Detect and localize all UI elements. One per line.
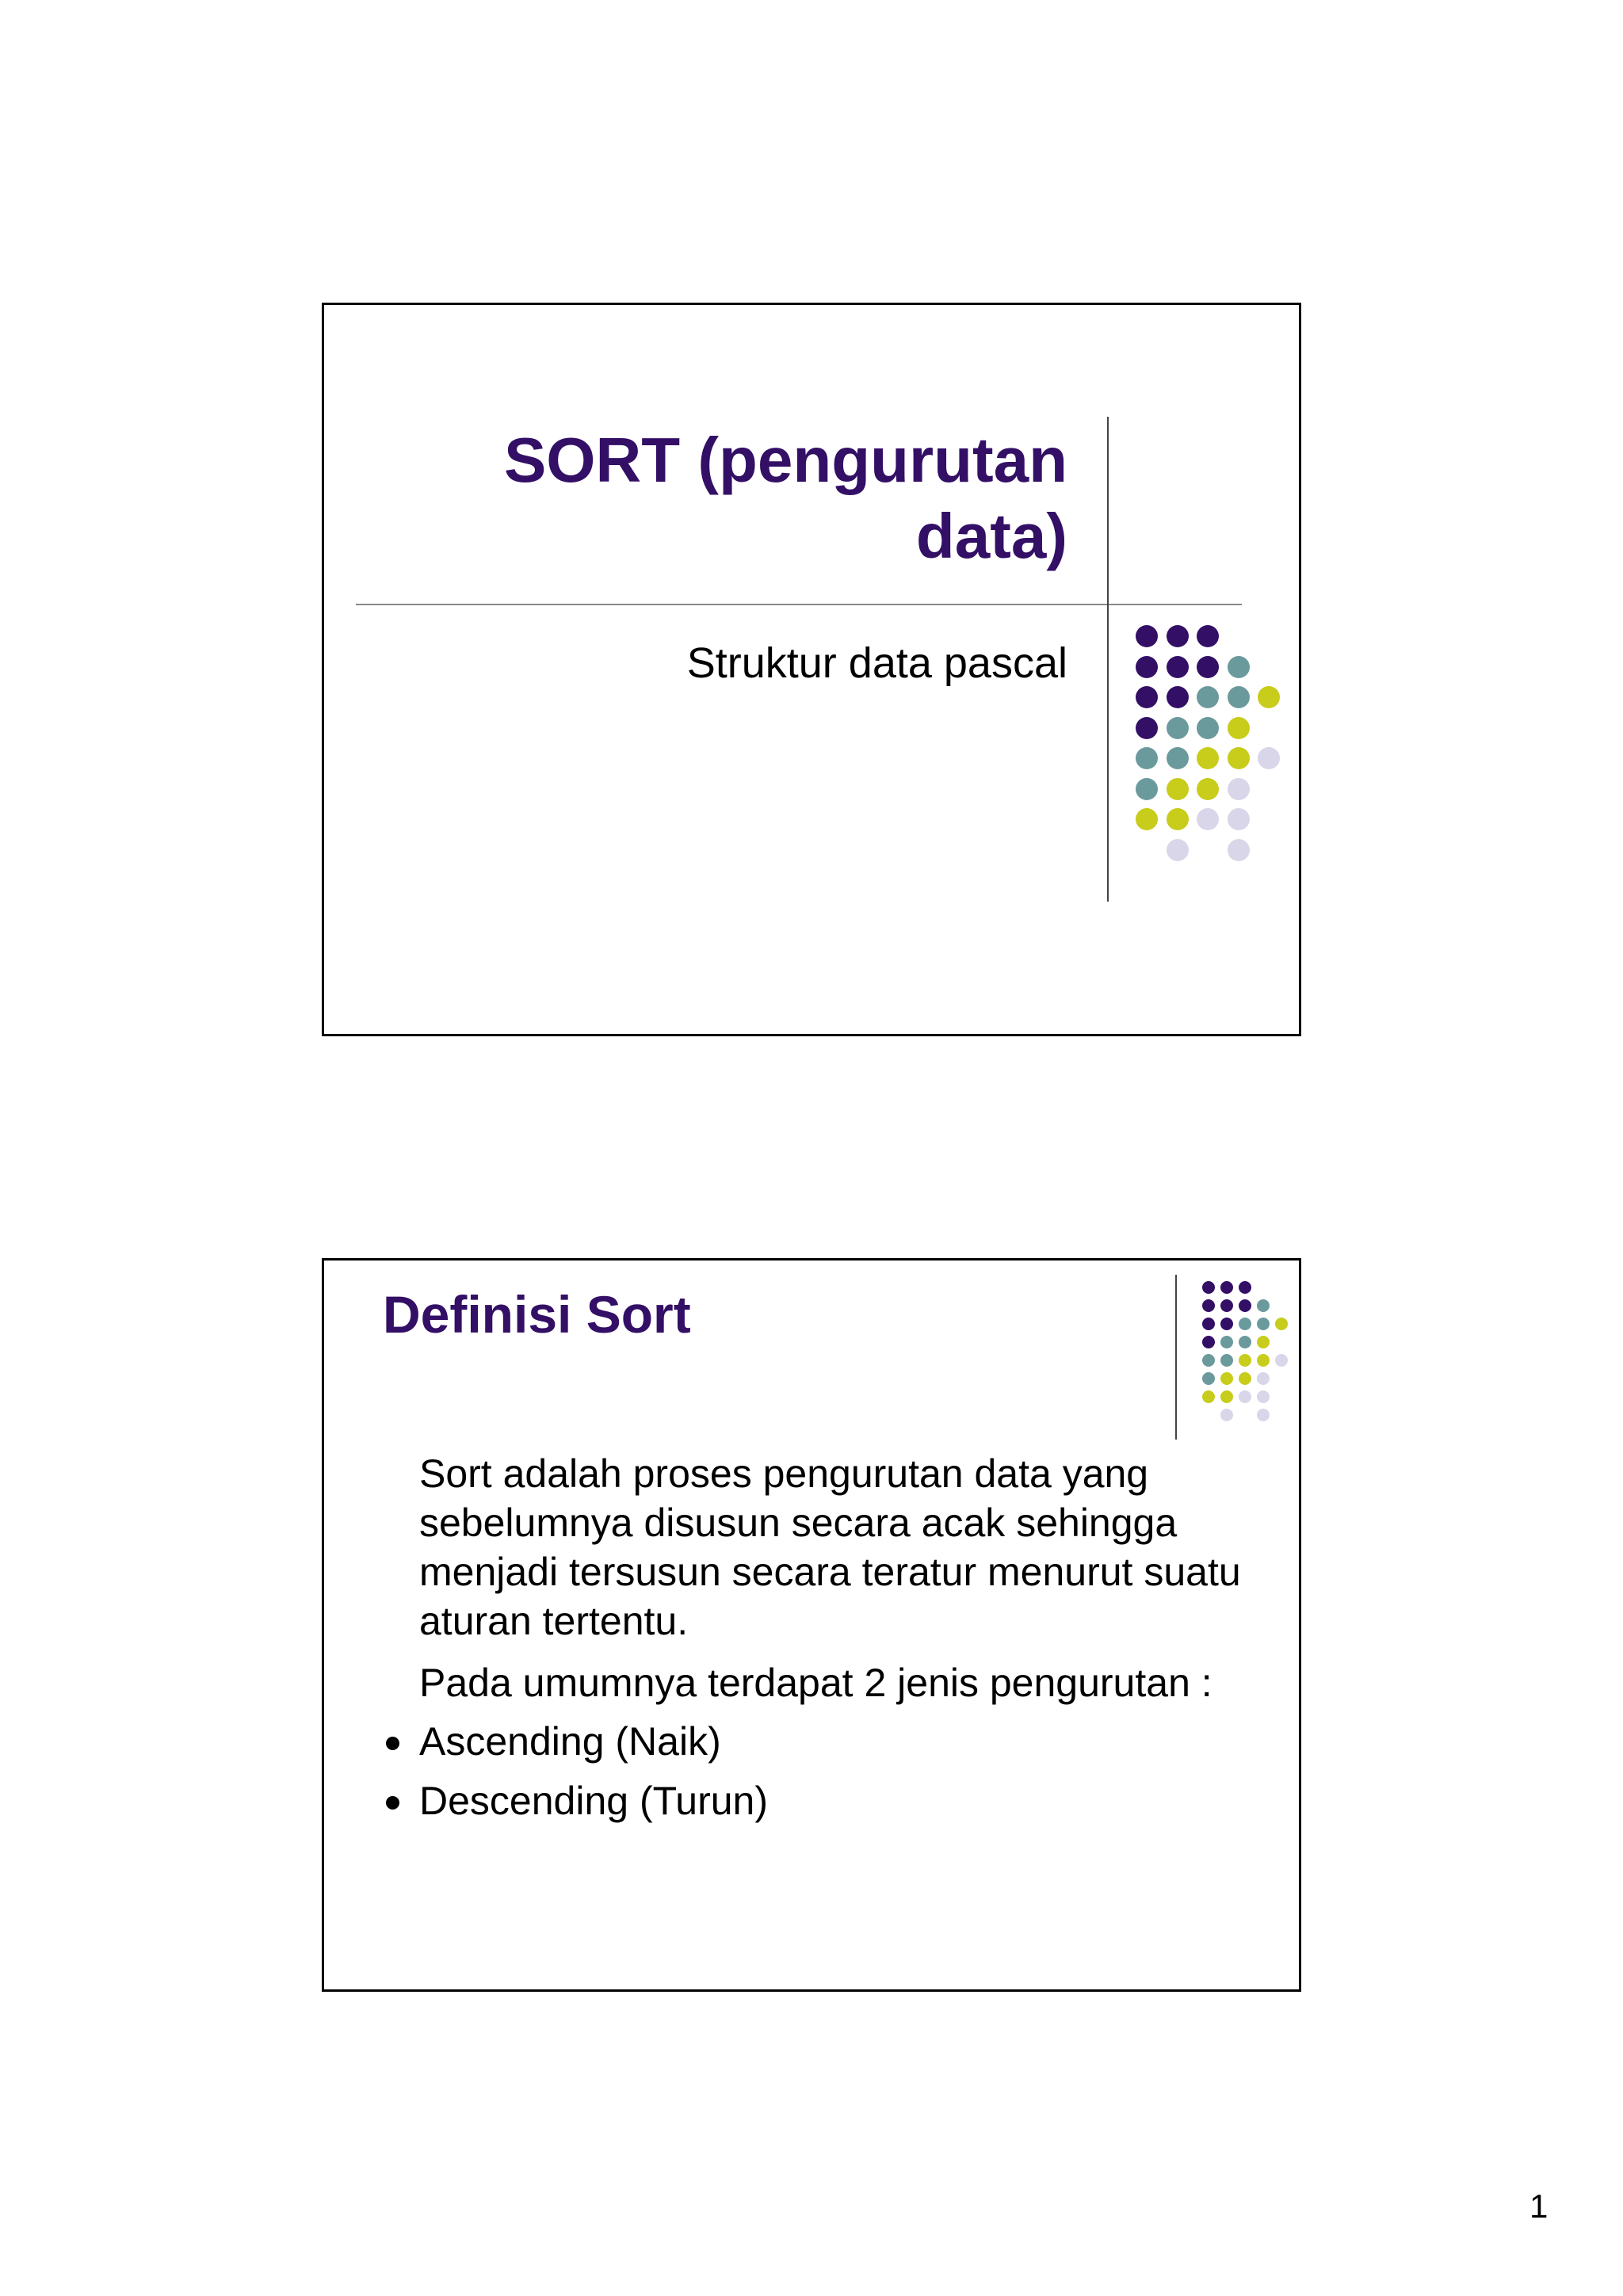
decorative-dot <box>1202 1318 1215 1330</box>
decorative-dot <box>1167 747 1189 769</box>
decorative-dot <box>1239 1318 1251 1330</box>
decorative-dot <box>1136 808 1158 830</box>
decorative-dot <box>1202 1354 1215 1367</box>
decorative-dot <box>1167 808 1189 830</box>
decorative-dot <box>1239 1372 1251 1385</box>
decorative-dot <box>1136 656 1158 678</box>
slide-heading: Definisi Sort <box>383 1285 691 1344</box>
decorative-dot <box>1136 686 1158 708</box>
decorative-dot <box>1197 686 1219 708</box>
decorative-dot <box>1257 1409 1270 1421</box>
slide-title-heading: SORT (pengurutan data) <box>503 425 1067 571</box>
slide-subtitle: Struktur data pascal <box>686 639 1067 687</box>
decorative-dot <box>1167 778 1189 800</box>
decorative-dot <box>1239 1390 1251 1403</box>
decorative-dot <box>1239 1281 1251 1294</box>
decorative-dot <box>1136 717 1158 739</box>
decorative-dot <box>1167 656 1189 678</box>
list-item-label: Descending (Turun) <box>419 1779 769 1823</box>
decorative-dot <box>1197 656 1219 678</box>
decorative-dot <box>1220 1372 1233 1385</box>
decorative-dot <box>1220 1336 1233 1348</box>
decorative-dot <box>1258 747 1280 769</box>
decorative-dot <box>1197 808 1219 830</box>
page-number: 1 <box>1529 2187 1549 2225</box>
decorative-dot <box>1239 1336 1251 1348</box>
decorative-dot <box>1257 1372 1270 1385</box>
decorative-dot <box>1220 1318 1233 1330</box>
decorative-dot <box>1257 1390 1270 1403</box>
decorative-dot <box>1167 686 1189 708</box>
decorative-dot <box>1167 717 1189 739</box>
decorative-dot <box>1220 1299 1233 1312</box>
decorative-dot <box>1275 1354 1288 1367</box>
decorative-dot <box>1136 625 1158 647</box>
decorative-dot <box>1197 747 1219 769</box>
decorative-dot <box>1228 839 1250 861</box>
title-divider-vertical <box>1107 417 1109 902</box>
slide-definition <box>322 1258 1301 1992</box>
decorative-dot <box>1257 1318 1270 1330</box>
title-divider-horizontal <box>356 604 1242 605</box>
decorative-dot <box>1220 1409 1233 1421</box>
decorative-dot <box>1220 1281 1233 1294</box>
decorative-dot <box>1220 1354 1233 1367</box>
decorative-dot <box>1239 1354 1251 1367</box>
decorative-dot <box>1197 625 1219 647</box>
list-item-label: Ascending (Naik) <box>419 1719 721 1764</box>
decorative-dot <box>1239 1299 1251 1312</box>
decorative-dot <box>1202 1372 1215 1385</box>
list-item <box>419 1776 768 1825</box>
decorative-dot <box>1136 778 1158 800</box>
decorative-dot <box>1228 717 1250 739</box>
decorative-dot <box>1202 1281 1215 1294</box>
decorative-dot <box>1197 717 1219 739</box>
types-intro-paragraph: Pada umumnya terdapat 2 jenis pengurutan : <box>419 1661 1212 1705</box>
definition-paragraph: Sort adalah proses pengurutan data yang sebelumnya disusun secara acak sehingga menjadi tersusun secara teratur menurut suatu aturan tertentu. <box>419 1451 1241 1643</box>
decorative-dot <box>1136 747 1158 769</box>
decorative-dot <box>1228 686 1250 708</box>
decorative-dot <box>1167 625 1189 647</box>
decorative-dot <box>1228 656 1250 678</box>
decorative-dot <box>1228 747 1250 769</box>
bullet-icon <box>386 1737 399 1750</box>
decorative-dot <box>1220 1390 1233 1403</box>
decorative-dot <box>1197 778 1219 800</box>
decorative-dot <box>1257 1299 1270 1312</box>
decorative-dot <box>1202 1336 1215 1348</box>
decorative-dot <box>1258 686 1280 708</box>
decorative-dot <box>1167 839 1189 861</box>
list-item <box>419 1717 721 1766</box>
decorative-dot <box>1228 808 1250 830</box>
decorative-dot <box>1228 778 1250 800</box>
decorative-dot <box>1202 1299 1215 1312</box>
decorative-dot <box>1257 1354 1270 1367</box>
decorative-dot <box>1202 1390 1215 1403</box>
bullet-icon <box>386 1796 399 1810</box>
decorative-dot <box>1257 1336 1270 1348</box>
heading-divider-vertical <box>1175 1275 1177 1440</box>
slide-title <box>322 303 1301 1036</box>
decorative-dot <box>1275 1318 1288 1330</box>
